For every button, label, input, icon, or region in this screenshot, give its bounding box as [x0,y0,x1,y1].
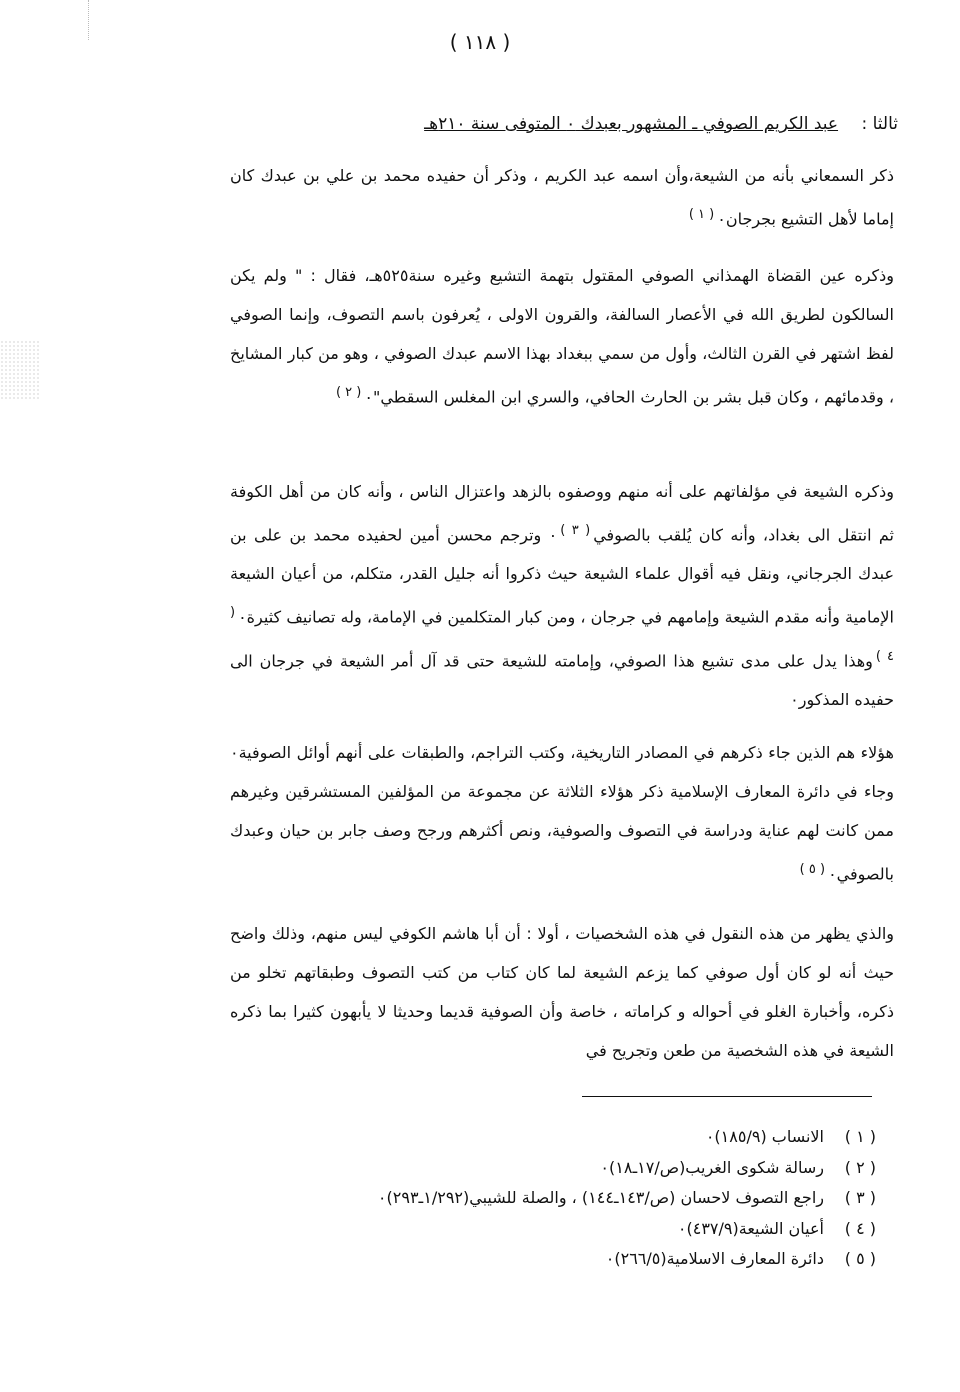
paragraph-3-text-after: وهذا يدل على مدى تشيع هذا الصوفي، وإمامته للشيعة حتى قد آل أمر الشيعة في جرجان الى حفيده المذكور٠ [230,650,894,709]
paragraph-3-text-before: وذكره الشيعة في مؤلفاتهم على أنه منهم ووصفوه بالزهد واعتزال الناس ، وأنه كان من أهل الكوفة ثم انتقل الى بغداد، وأنه كان يُلقب بالصوفي [230,482,894,545]
footnote-ref-2: ( ٢ ) [335,385,362,400]
paragraph-3-text-middle: ٠ وترجم محسن أمين لحفيده محمد بن على بن عبدك الجرجاني، ونقل فيه أقوال علماء الشيعة حيث ذكروا أنه جليل القدر، متكلم، من أعيان الشيعة الإمامية وأنه مقدم الشيعة وإمامهم في جرجان ، ومن كبار المتكلمين في الإمامة، وله تصانيف كثيرة٠ [230,525,894,627]
paragraph-1 [230,156,894,238]
footnote-text: رسالة شكوى الغريب(ص/١٧ـ١٨)٠ [600,1157,824,1177]
paragraph-2 [230,256,894,416]
footnotes-list [236,1122,876,1275]
footnote-number: ( ١ ) [844,1127,876,1146]
footnote-ref-4: ( ٤ ) [230,605,894,664]
footnote-ref-5: ( ٥ ) [799,862,826,877]
footnote-5 [236,1244,876,1275]
footnote-text: راجع التصوف لاحسان (ص/١٤٣ـ١٤٤) ، والصلة للشيبي(١/٢٩٢ـ٢٩٣)٠ [377,1188,824,1207]
footnote-divider [582,1096,872,1097]
section-heading-prefix: ثالثا : [861,114,898,134]
footnote-text: الانساب (١٨٥/٩)٠ [705,1127,824,1146]
paragraph-1-text: ذكر السمعاني بأنه من الشيعة،وأن اسمه عبد الكريم ، وذكر أن حفيده محمد بن علي بن عبدك كان إماما لأهل التشيع بجرجان٠ [230,166,894,229]
footnote-ref-1: ( ١ ) [688,207,715,222]
footnote-number: ( ٢ ) [844,1157,876,1177]
footnote-text: أعيان الشيعة(٤٣٧/٩)٠ [677,1218,824,1238]
footnote-3 [236,1183,876,1214]
footnote-1 [236,1122,876,1153]
paragraph-4 [230,733,894,893]
paragraph-5 [230,914,894,1070]
paragraph-2-text: وذكره عين القضاة الهمذاني الصوفي المقتول بتهمة التشيع وغيره سنة٥٢٥هـ، فقال : " ولم يكن السالكون لطريق الله في الأعصار السالفة، والقرون الاولى ، يُعرفون باسم التصوف، وإنما الصوفي لفظ اشتهر في القرن الثالث، وأول من سمي ببغداد بهذا الاسم عبدك الصوفي ، وهو من كبار المشايخ ، وقدمائهم ، وكان قبل بشر بن الحارث الحافي، والسري ابن المغلس السقطي"٠ [230,266,894,407]
footnote-ref-3: ( ٣ ) [560,523,591,538]
paragraph-3 [230,472,894,719]
paragraph-5-text: والذي يظهر من هذه النقول في هذه الشخصيات ، أولا : أن أبا هاشم الكوفي ليس منهم، وذلك واضح حيث أنه لو كان أول صوفي كما يزعم الشيعة لما كان كتاب من كتب التصوف وطبقاتهم تخلو من ذكره، وأخبارة الغلو في أحواله و كراماته ، خاصة وأن الصوفية قديما وحديثا لا يأبهون كثيرا بما ذكره الشيعة في هذه الشخصية من طعن وتجريح في [230,924,894,1060]
page-number: ( ١١٨ ) [449,30,511,54]
footnote-text: دائرة المعارف الاسلامية(٢٦٦/٥)٠ [605,1249,824,1268]
section-heading-title: عبد الكريم الصوفي ـ المشهور بعبدك ٠ المتوفى سنة ٢١٠هـ [424,114,839,134]
footnote-number: ( ٣ ) [844,1188,876,1207]
scan-noise [0,340,40,400]
footnote-number: ( ٥ ) [844,1249,876,1268]
footnote-4 [236,1214,876,1245]
footnote-2 [236,1153,876,1184]
paragraph-4-text: هؤلاء هم الذين جاء ذكرهم في المصادر التاريخية، وكتب التراجم، والطبقات على أنهم أوائل الصوفية٠ وجاء في دائرة المعارف الإسلامية ذكر هؤلاء الثلاثة عن مجموعة من المؤلفين المستشرقين وغيرهم ممن كانت لهم عناية ودراسة في التصوف والصوفية، ونص أكثرهم ورجح وصف جابر بن حيان وعبدك بالصوفي٠ [230,743,894,884]
footnote-number: ( ٤ ) [844,1218,876,1238]
section-heading [378,110,898,138]
